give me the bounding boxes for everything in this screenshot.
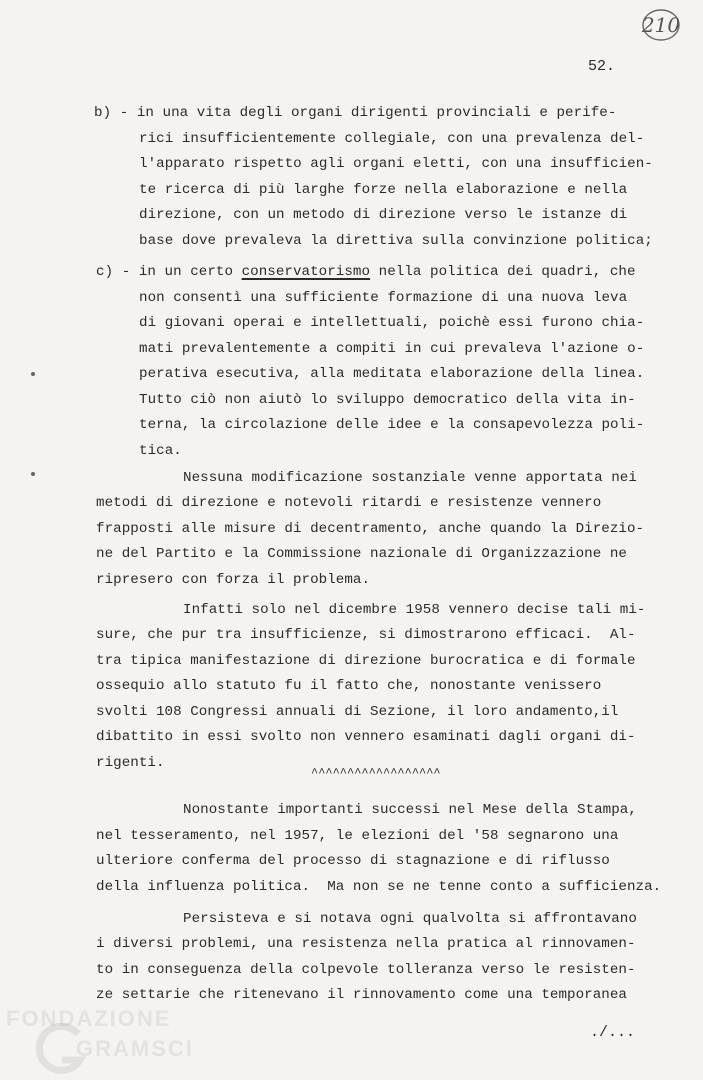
text-line: non consentì una sufficiente formazione di una nuova leva (139, 290, 628, 306)
text-line: rici insufficientemente collegiale, con una prevalenza del- (139, 131, 645, 147)
page-number: 52. (588, 58, 616, 75)
text-line (96, 264, 636, 280)
underlined-word: conservatorismo (241, 264, 371, 280)
archive-stamp-number (640, 6, 682, 44)
text-line: to in conseguenza della colpevole tolleranza verso le resisten- (96, 962, 636, 978)
text-line: l'apparato rispetto agli organi eletti, con una insufficien- (139, 156, 653, 172)
text-line: Infatti solo nel dicembre 1958 vennero decise tali mi- (183, 602, 646, 618)
text-line: ze settarie che ritenevano il rinnovamento come una temporanea (96, 987, 627, 1003)
text-line: della influenza politica. Ma non se ne tenne conto a sufficienza. (96, 879, 662, 895)
text-line: tra tipica manifestazione di direzione burocratica e di formale (96, 653, 636, 669)
text-line: Nonostante importanti successi nel Mese della Stampa, (183, 802, 637, 818)
text-line: frapposti alle misure di decentramento, anche quando la Direzio- (96, 521, 645, 537)
text-line: perativa esecutiva, alla meditata elaborazione della linea. (139, 366, 645, 382)
text-line: dibattito in essi svolto non vennero esaminati dagli organi di- (96, 729, 636, 745)
archive-number: 210 (641, 13, 681, 37)
text-line: rigenti. (96, 755, 165, 771)
section-separator: ^^^^^^^^^^^^^^^^^^ (311, 766, 441, 780)
text-line: ossequio allo statuto fu il fatto che, nonostante venissero (96, 678, 602, 694)
text-line: b) - in una vita degli organi dirigenti provinciali e perife- (94, 105, 617, 121)
text-segment: c) - in un certo (96, 264, 242, 280)
text-line: ne del Partito e la Commissione nazionale di Organizzazione ne (96, 546, 627, 562)
text-line: i diversi problemi, una resistenza nella pratica al rinnovamen- (96, 936, 636, 952)
text-line: ripresero con forza il problema. (96, 572, 371, 588)
text-line: metodi di direzione e notevoli ritardi e resistenze vennero (96, 495, 602, 511)
text-line: nel tesseramento, nel 1957, le elezioni del '58 segnarono una (96, 828, 619, 844)
text-line: base dove prevaleva la direttiva sulla convinzione politica; (139, 233, 653, 249)
text-line: Persisteva e si notava ogni qualvolta si affrontavano (183, 911, 637, 927)
text-line: di giovani operai e intellettuali, poichè essi furono chia- (139, 315, 645, 331)
text-segment: nella politica dei quadri, che (370, 264, 636, 280)
watermark-line1: FONDAZIONE (6, 1006, 172, 1031)
text-line: ulteriore conferma del processo di stagnazione e di riflusso (96, 853, 610, 869)
paper-speck (31, 372, 35, 376)
text-line: Nessuna modificazione sostanziale venne apportata nei (183, 470, 637, 486)
text-line: terna, la circolazione delle idee e la consapevolezza poli- (139, 417, 645, 433)
text-line: sure, che pur tra insufficienze, si dimostrarono efficaci. Al- (96, 627, 636, 643)
text-line: te ricerca di più larghe forze nella elaborazione e nella (139, 182, 628, 198)
text-line: svolti 108 Congressi annuali di Sezione, il loro andamento,il (96, 704, 619, 720)
text-line: direzione, con un metodo di direzione verso le istanze di (139, 207, 628, 223)
paper-speck (31, 472, 35, 476)
text-line: tica. (139, 443, 182, 459)
watermark-line2: GRAMSCI (76, 1036, 194, 1061)
text-line: mati prevalentemente a compiti in cui prevaleva l'azione o- (139, 341, 645, 357)
continuation-mark: ./... (590, 1024, 636, 1041)
archive-watermark (6, 1000, 206, 1080)
text-line: Tutto ciò non aiutò lo sviluppo democratico della vita in- (139, 392, 636, 408)
